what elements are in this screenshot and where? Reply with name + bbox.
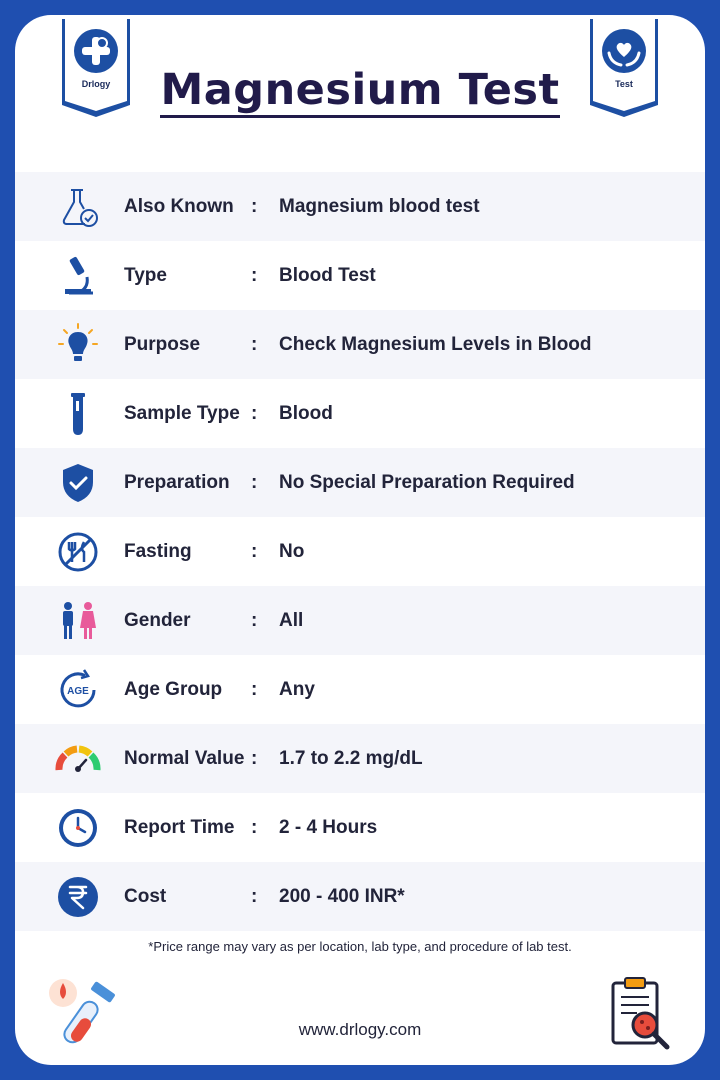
row-value: 2 - 4 Hours [279, 816, 378, 838]
row-preparation [15, 448, 705, 517]
row-sample-type [15, 379, 705, 448]
row-colon: : [251, 264, 258, 286]
row-label: Type [124, 264, 167, 286]
row-label: Purpose [124, 333, 201, 355]
row-report-time [15, 793, 705, 862]
row-age-group [15, 655, 705, 724]
flask-icon [55, 184, 101, 230]
drlogy-badge-label: Drlogy [81, 79, 111, 89]
row-colon: : [251, 402, 258, 424]
row-value: No Special Preparation Required [279, 471, 575, 493]
row-type [15, 241, 705, 310]
microscope-icon [55, 253, 101, 299]
row-colon: : [251, 885, 258, 907]
row-fasting [15, 517, 705, 586]
info-rows [15, 172, 705, 931]
row-label: Age Group [124, 678, 223, 700]
shield-check-icon [55, 460, 101, 506]
lightbulb-icon [55, 322, 101, 368]
row-value: 1.7 to 2.2 mg/dL [279, 747, 423, 769]
row-colon: : [251, 333, 258, 355]
row-value: Any [279, 678, 315, 700]
row-label: Report Time [124, 816, 235, 838]
row-label: Normal Value [124, 747, 245, 769]
row-value: Blood Test [279, 264, 376, 286]
clock-icon [55, 805, 101, 851]
row-purpose [15, 310, 705, 379]
row-value: Magnesium blood test [279, 195, 480, 217]
row-colon: : [251, 816, 258, 838]
row-also-known [15, 172, 705, 241]
blood-sample-icon [45, 975, 125, 1055]
row-value: No [279, 540, 305, 562]
svg-text:AGE: AGE [67, 686, 89, 697]
row-label: Sample Type [124, 402, 240, 424]
lab-report-icon [607, 975, 679, 1055]
row-normal-value [15, 724, 705, 793]
page-title: Magnesium Test [15, 65, 705, 118]
row-label: Gender [124, 609, 191, 631]
row-label: Also Known [124, 195, 234, 217]
row-colon: : [251, 471, 258, 493]
row-value: Blood [279, 402, 333, 424]
row-value: All [279, 609, 304, 631]
gauge-icon [55, 736, 101, 782]
row-colon: : [251, 747, 258, 769]
test-badge-label: Test [615, 79, 633, 89]
no-food-icon [55, 529, 101, 575]
row-label: Fasting [124, 540, 192, 562]
row-colon: : [251, 195, 258, 217]
row-value: 200 - 400 INR* [279, 885, 405, 907]
row-label: Cost [124, 885, 167, 907]
website-link[interactable]: www.drlogy.com [298, 1020, 422, 1039]
row-colon: : [251, 609, 258, 631]
row-cost [15, 862, 705, 931]
info-card [15, 15, 705, 1065]
gender-icon [55, 598, 101, 644]
price-footnote: *Price range may vary as per location, lab type, and procedure of lab test. [148, 939, 572, 954]
row-gender [15, 586, 705, 655]
row-value: Check Magnesium Levels in Blood [279, 333, 592, 355]
row-label: Preparation [124, 471, 230, 493]
rupee-icon [55, 874, 101, 920]
age-icon [55, 667, 101, 713]
test-tube-icon [55, 391, 101, 437]
row-colon: : [251, 678, 258, 700]
row-colon: : [251, 540, 258, 562]
